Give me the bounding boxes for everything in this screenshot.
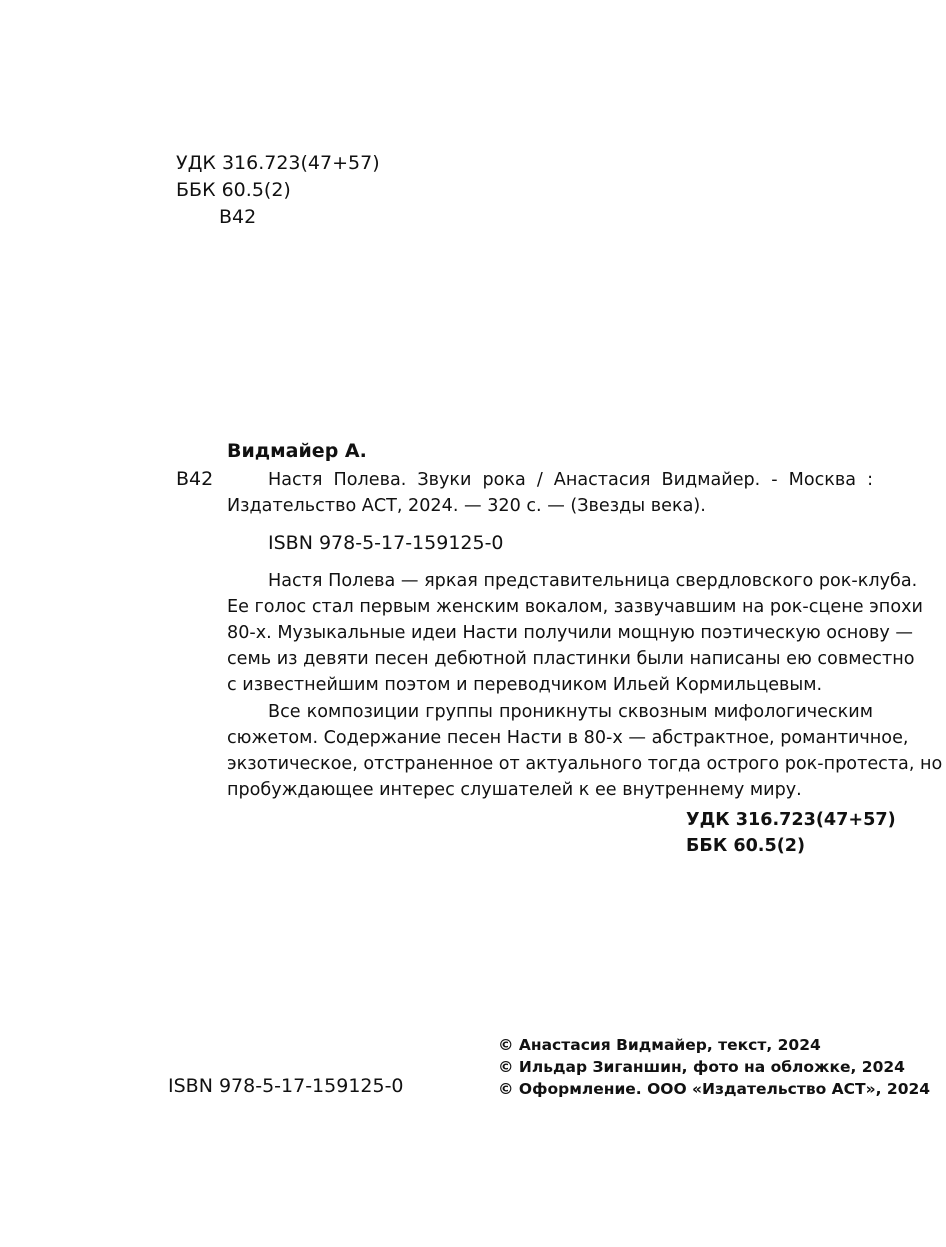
bbk-code: ББК 60.5(2) [176, 179, 291, 201]
classification-block-top [176, 150, 380, 231]
annotation-line: экзотическое, отстраненное от актуального тогда острого рок-протеста, но [227, 754, 943, 774]
annotation-line: Ее голос стал первым женским вокалом, зазвучавшим на рок-сцене эпохи [227, 597, 923, 617]
isbn-footer: ISBN 978-5-17-159125-0 [168, 1075, 404, 1097]
copyright-line: © Ильдар Зиганшин, фото на обложке, 2024 [498, 1058, 905, 1076]
udk-code: УДК 316.723(47+57) [176, 152, 380, 174]
copyright-block [498, 1034, 930, 1100]
annotation-line: пробуждающее интерес слушателей к ее внутреннему миру. [227, 780, 802, 800]
annotation-line: 80-х. Музыкальные идеи Насти получили мощную поэтическую основу — [227, 623, 913, 643]
classification-block-bottom [686, 807, 896, 859]
annotation-line: Настя Полева — яркая представительница свердловского рок-клуба. [268, 571, 918, 591]
annotation-line: семь из девяти песен дебютной пластинки были написаны ею совместно [227, 649, 915, 669]
author-mark: В42 [219, 206, 257, 228]
bibliographic-description [227, 467, 873, 519]
author-mark-entry: В42 [176, 468, 214, 490]
annotation-paragraph-1 [227, 568, 923, 698]
annotation-line: с известнейшим поэтом и переводчиком Ильей Кормильцевым. [227, 675, 823, 695]
bbk-code-bold: ББК 60.5(2) [686, 836, 806, 856]
annotation-line: сюжетом. Содержание песен Насти в 80-х — абстрактное, романтичное, [227, 728, 909, 748]
udk-code-bold: УДК 316.723(47+57) [686, 810, 896, 830]
copyright-line: © Анастасия Видмайер, текст, 2024 [498, 1036, 821, 1054]
author-heading: Видмайер А. [227, 440, 367, 462]
copyright-line: © Оформление. ООО «Издательство АСТ», 2024 [498, 1080, 931, 1098]
annotation-line: Все композиции группы проникнуты сквозным мифологическим [268, 702, 873, 722]
annotation-paragraph-2 [227, 699, 943, 803]
biblio-line: Настя Полева. Звуки рока / Анастасия Видмайер. - Москва : [268, 470, 873, 490]
isbn-entry: ISBN 978-5-17-159125-0 [268, 532, 504, 554]
biblio-line: Издательство АСТ, 2024. — 320 с. — (Звезды века). [227, 496, 706, 516]
